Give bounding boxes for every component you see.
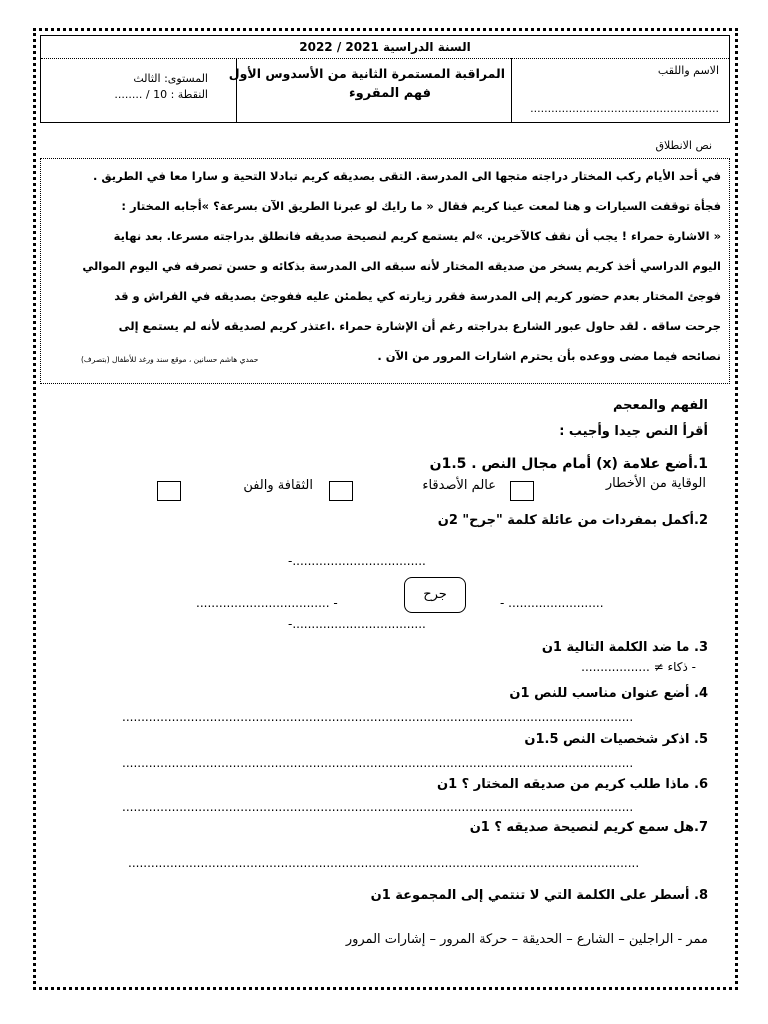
passage-line: « الاشارة حمراء ! يجب أن نقف كالآخرين. »لم يستمع كريم لنصيحة صديقه فانطلق بدراجته مسرعا. بعد نهاية: [113, 229, 721, 243]
instruction: أقرأ النص جيدا وأجيب :: [559, 424, 708, 439]
q1-option-1: الوقاية من الأخطار: [605, 476, 706, 491]
score-label: النقطة : 10 / ........: [114, 88, 208, 101]
passage-label: نص الانطلاق: [655, 139, 712, 152]
q1-option-2: عالم الأصدقاء: [422, 478, 496, 493]
q1-checkbox-1[interactable]: [510, 481, 534, 501]
q4-answer-line[interactable]: ......................................................................................................................................: [122, 710, 634, 724]
q3-item[interactable]: - ذكاء ≠ ..................: [581, 660, 696, 674]
q1-checkbox-3[interactable]: [157, 481, 181, 501]
section-title: الفهم والمعجم: [612, 398, 708, 413]
q2-answer-line[interactable]: -...................................: [288, 617, 426, 631]
name-field[interactable]: ......................................................: [530, 102, 719, 115]
passage-line: فوجئ المختار بعدم حضور كريم إلى المدرسة فقرر زيارته كي يطمئن عليه ففوجئ بصديقه في الفراش و قد: [114, 289, 721, 303]
question-6: 6. ماذا طلب كريم من صديقه المختار ؟ 1ن: [436, 777, 708, 792]
level-cell: [41, 58, 236, 122]
question-8: 8. أسطر على الكلمة التي لا تنتمي إلى المجموعة 1ن: [370, 888, 708, 903]
header-table: [40, 35, 730, 123]
q8-word-list[interactable]: ممر - الراجلين – الشارع – الحديقة – حركة المرور – إشارات المرور: [345, 932, 708, 947]
passage-line: جرحت ساقه . لقد حاول عبور الشارع بدراجته رغم أن الإشارة حمراء .اعتذر كريم لصديقه لأنه لم يستمع إلى: [118, 319, 721, 333]
q1-checkbox-2[interactable]: [329, 481, 353, 501]
question-2: 2.أكمل بمفردات من عائلة كلمة "جرح" 2ن: [437, 513, 708, 528]
q6-answer-line[interactable]: ......................................................................................................................................: [122, 800, 634, 814]
exam-title: المراقبة المستمرة الثانية من الأسدوس الأول: [228, 66, 505, 81]
passage-source: حمدي هاشم حسانين ، موقع سند ورغد للأطفال (بتصرف): [81, 355, 259, 364]
question-5: 5. اذكر شخصيات النص 1.5ن: [524, 732, 708, 747]
q2-answer-line[interactable]: - .........................: [500, 596, 604, 610]
passage-line: نصائحه فيما مضى ووعده بأن يحترم اشارات المرور من الآن .: [377, 349, 721, 363]
subject-title: فهم المقروء: [348, 86, 431, 101]
exam-title-cell: [228, 58, 511, 122]
question-3: 3. ما ضد الكلمة التالية 1ن: [541, 640, 708, 655]
q2-answer-line[interactable]: -...................................: [288, 554, 426, 568]
q5-answer-line[interactable]: ......................................................................................................................................: [122, 756, 634, 770]
passage-line: في أحد الأيام ركب المختار دراجته متجها الى المدرسة. التقى بصديقه كريم تبادلا التحية و سارا معا في الطريق .: [93, 169, 721, 183]
name-label: الاسم واللقب: [657, 64, 719, 77]
name-cell: [511, 58, 729, 122]
q2-answer-line[interactable]: ................................... -: [196, 596, 338, 610]
q7-answer-line[interactable]: ......................................................................................................................................: [128, 856, 640, 870]
reading-passage: [40, 158, 730, 384]
passage-line: فجأة توقفت السيارات و هنا لمعت عينا كريم فقال « ما رايك لو عبرنا الطريق الآن بسرعة؟ »أجابه المختار :: [121, 199, 721, 213]
q1-option-3: الثقافة والفن: [243, 478, 313, 493]
level-label: المستوى: الثالث: [133, 72, 208, 85]
passage-line: اليوم الدراسي أخذ كريم يسخر من صديقه المختار لأنه سبقه الى المدرسة بذكائه و حسن تصرفه في اليوم الموالي: [82, 259, 721, 273]
question-7: 7.هل سمع كريم لنصيحة صديقه ؟ 1ن: [469, 820, 708, 835]
question-4: 4. أضع عنوان مناسب للنص 1ن: [509, 686, 708, 701]
question-1: 1.أضع علامة (x) أمام مجال النص . 1.5ن: [429, 456, 708, 472]
school-year: السنة الدراسية 2021 / 2022: [41, 36, 729, 59]
q2-word-box: جرح: [404, 577, 466, 613]
